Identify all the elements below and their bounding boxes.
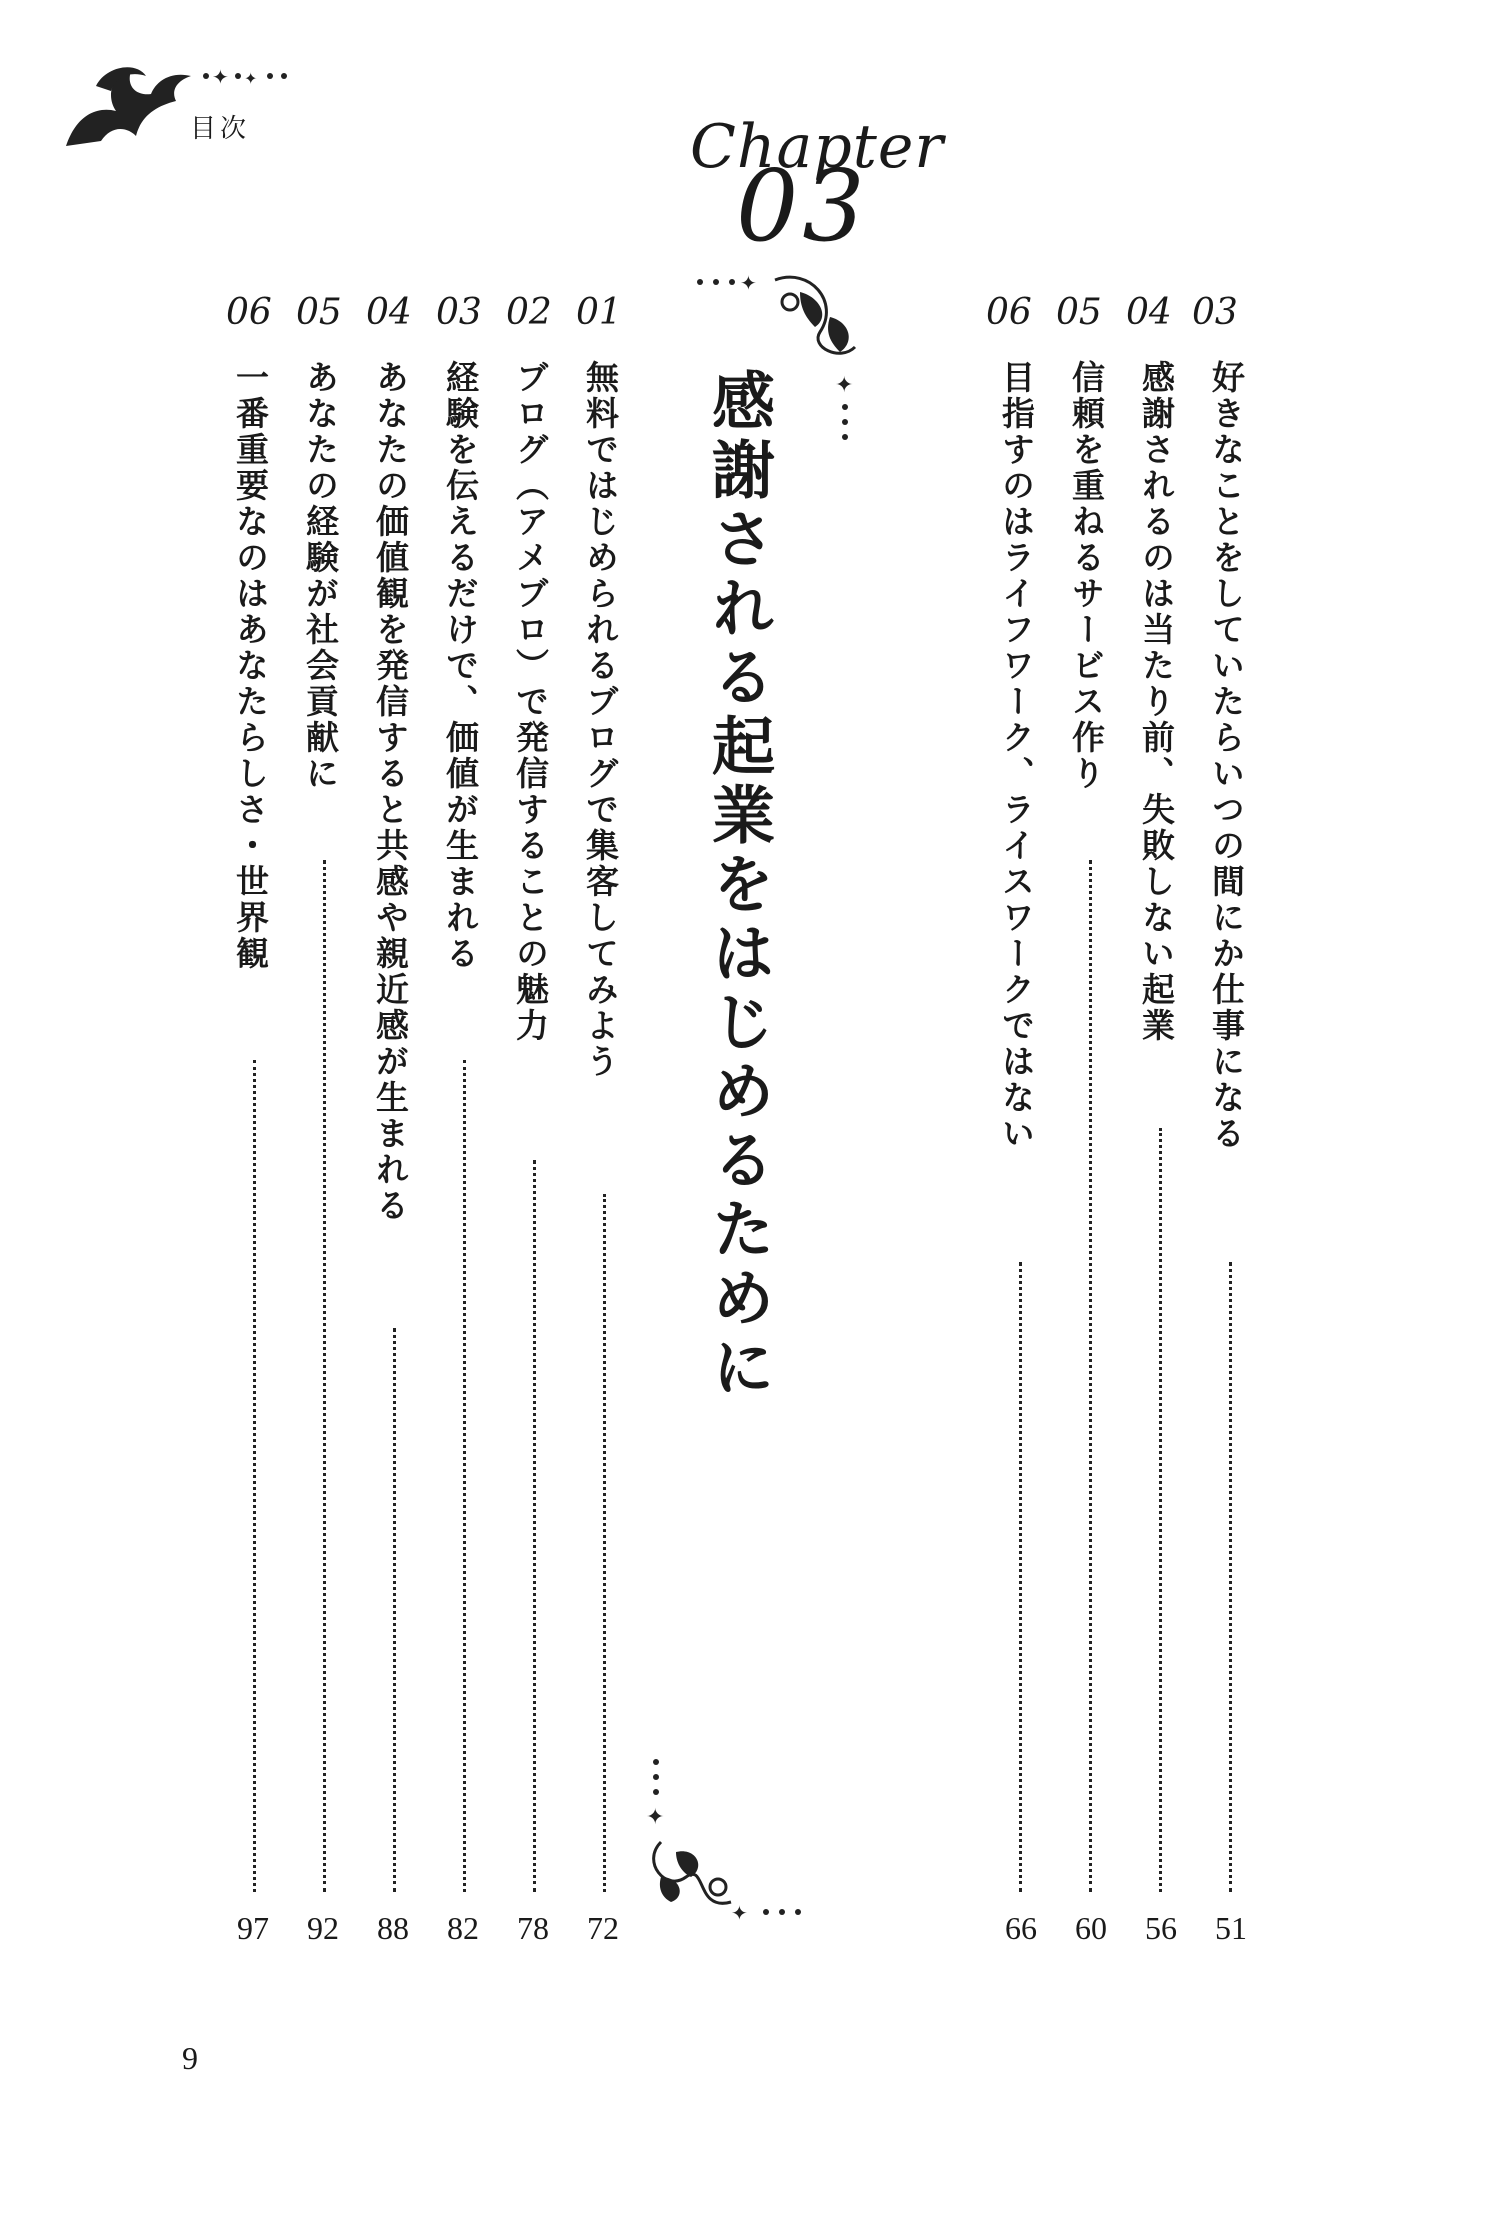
- chapter-title: 感謝される起業をはじめるために: [702, 368, 776, 1403]
- entry-page: 51: [1215, 1910, 1247, 1946]
- svg-text:✦: ✦: [731, 1901, 748, 1925]
- fleuron-ornament-icon: [56, 56, 316, 156]
- svg-text:✦: ✦: [646, 1805, 665, 1830]
- flourish-bottom-icon: [636, 1752, 836, 1952]
- entry-page: 78: [517, 1910, 549, 1946]
- leader-dots: [533, 1160, 538, 1892]
- page-number: 9: [182, 2040, 198, 2076]
- entry-page: 92: [307, 1910, 339, 1946]
- leader-dots: [1229, 1262, 1234, 1892]
- entry-title: 好きなことをしていたらいつの間にか仕事になる: [1207, 360, 1246, 1152]
- entry-page: 56: [1145, 1910, 1177, 1946]
- entry-number: 05: [296, 292, 342, 333]
- entry-page: 97: [237, 1910, 269, 1946]
- entry-number: 05: [1056, 292, 1102, 333]
- entry-number: 04: [366, 292, 412, 333]
- svg-text:✦: ✦: [740, 271, 757, 295]
- entry-page: 72: [587, 1910, 619, 1946]
- svg-text:✦: ✦: [835, 373, 854, 398]
- entry-title: 無料ではじめられるブログで集客してみよう: [581, 360, 620, 1080]
- leader-dots: [603, 1194, 608, 1892]
- chapter-word: Chapter: [690, 112, 945, 182]
- entry-title: あなたの価値観を発信すると共感や親近感が生まれる: [371, 360, 410, 1224]
- entry-page: 82: [447, 1910, 479, 1946]
- entry-number: 06: [986, 292, 1032, 333]
- leader-dots: [1019, 1262, 1024, 1892]
- entry-page: 66: [1005, 1910, 1037, 1946]
- leader-dots: [323, 860, 328, 1892]
- entry-title: あなたの経験が社会貢献に: [301, 360, 340, 792]
- entry-title: 感謝されるのは当たり前、失敗しない起業: [1137, 360, 1176, 1044]
- entry-title: 経験を伝えるだけで、価値が生まれる: [441, 360, 480, 972]
- leader-dots: [253, 1060, 258, 1892]
- entry-title: 目指すのはライフワーク、ライスワークではない: [997, 360, 1036, 1152]
- entry-number: 03: [1192, 292, 1238, 333]
- entry-title: 信頼を重ねるサービス作り: [1067, 360, 1106, 792]
- entry-page: 88: [377, 1910, 409, 1946]
- entry-title: 一番重要なのはあなたらしさ・世界観: [231, 360, 270, 972]
- leader-dots: [393, 1328, 398, 1892]
- entry-number: 03: [436, 292, 482, 333]
- entry-page: 60: [1075, 1910, 1107, 1946]
- entry-number: 04: [1126, 292, 1172, 333]
- entry-number: 02: [506, 292, 552, 333]
- entry-title: ブログ（アメブロ）で発信することの魅力: [511, 360, 550, 1044]
- leader-dots: [1159, 1128, 1164, 1892]
- entry-number: 01: [576, 292, 622, 333]
- leader-dots: [1089, 860, 1094, 1892]
- chapter-number: 03: [736, 150, 869, 264]
- leader-dots: [463, 1060, 468, 1892]
- svg-text:✦: ✦: [244, 69, 258, 88]
- svg-text:✦: ✦: [212, 65, 229, 89]
- toc-header-label: 目次: [190, 114, 251, 144]
- entry-number: 06: [226, 292, 272, 333]
